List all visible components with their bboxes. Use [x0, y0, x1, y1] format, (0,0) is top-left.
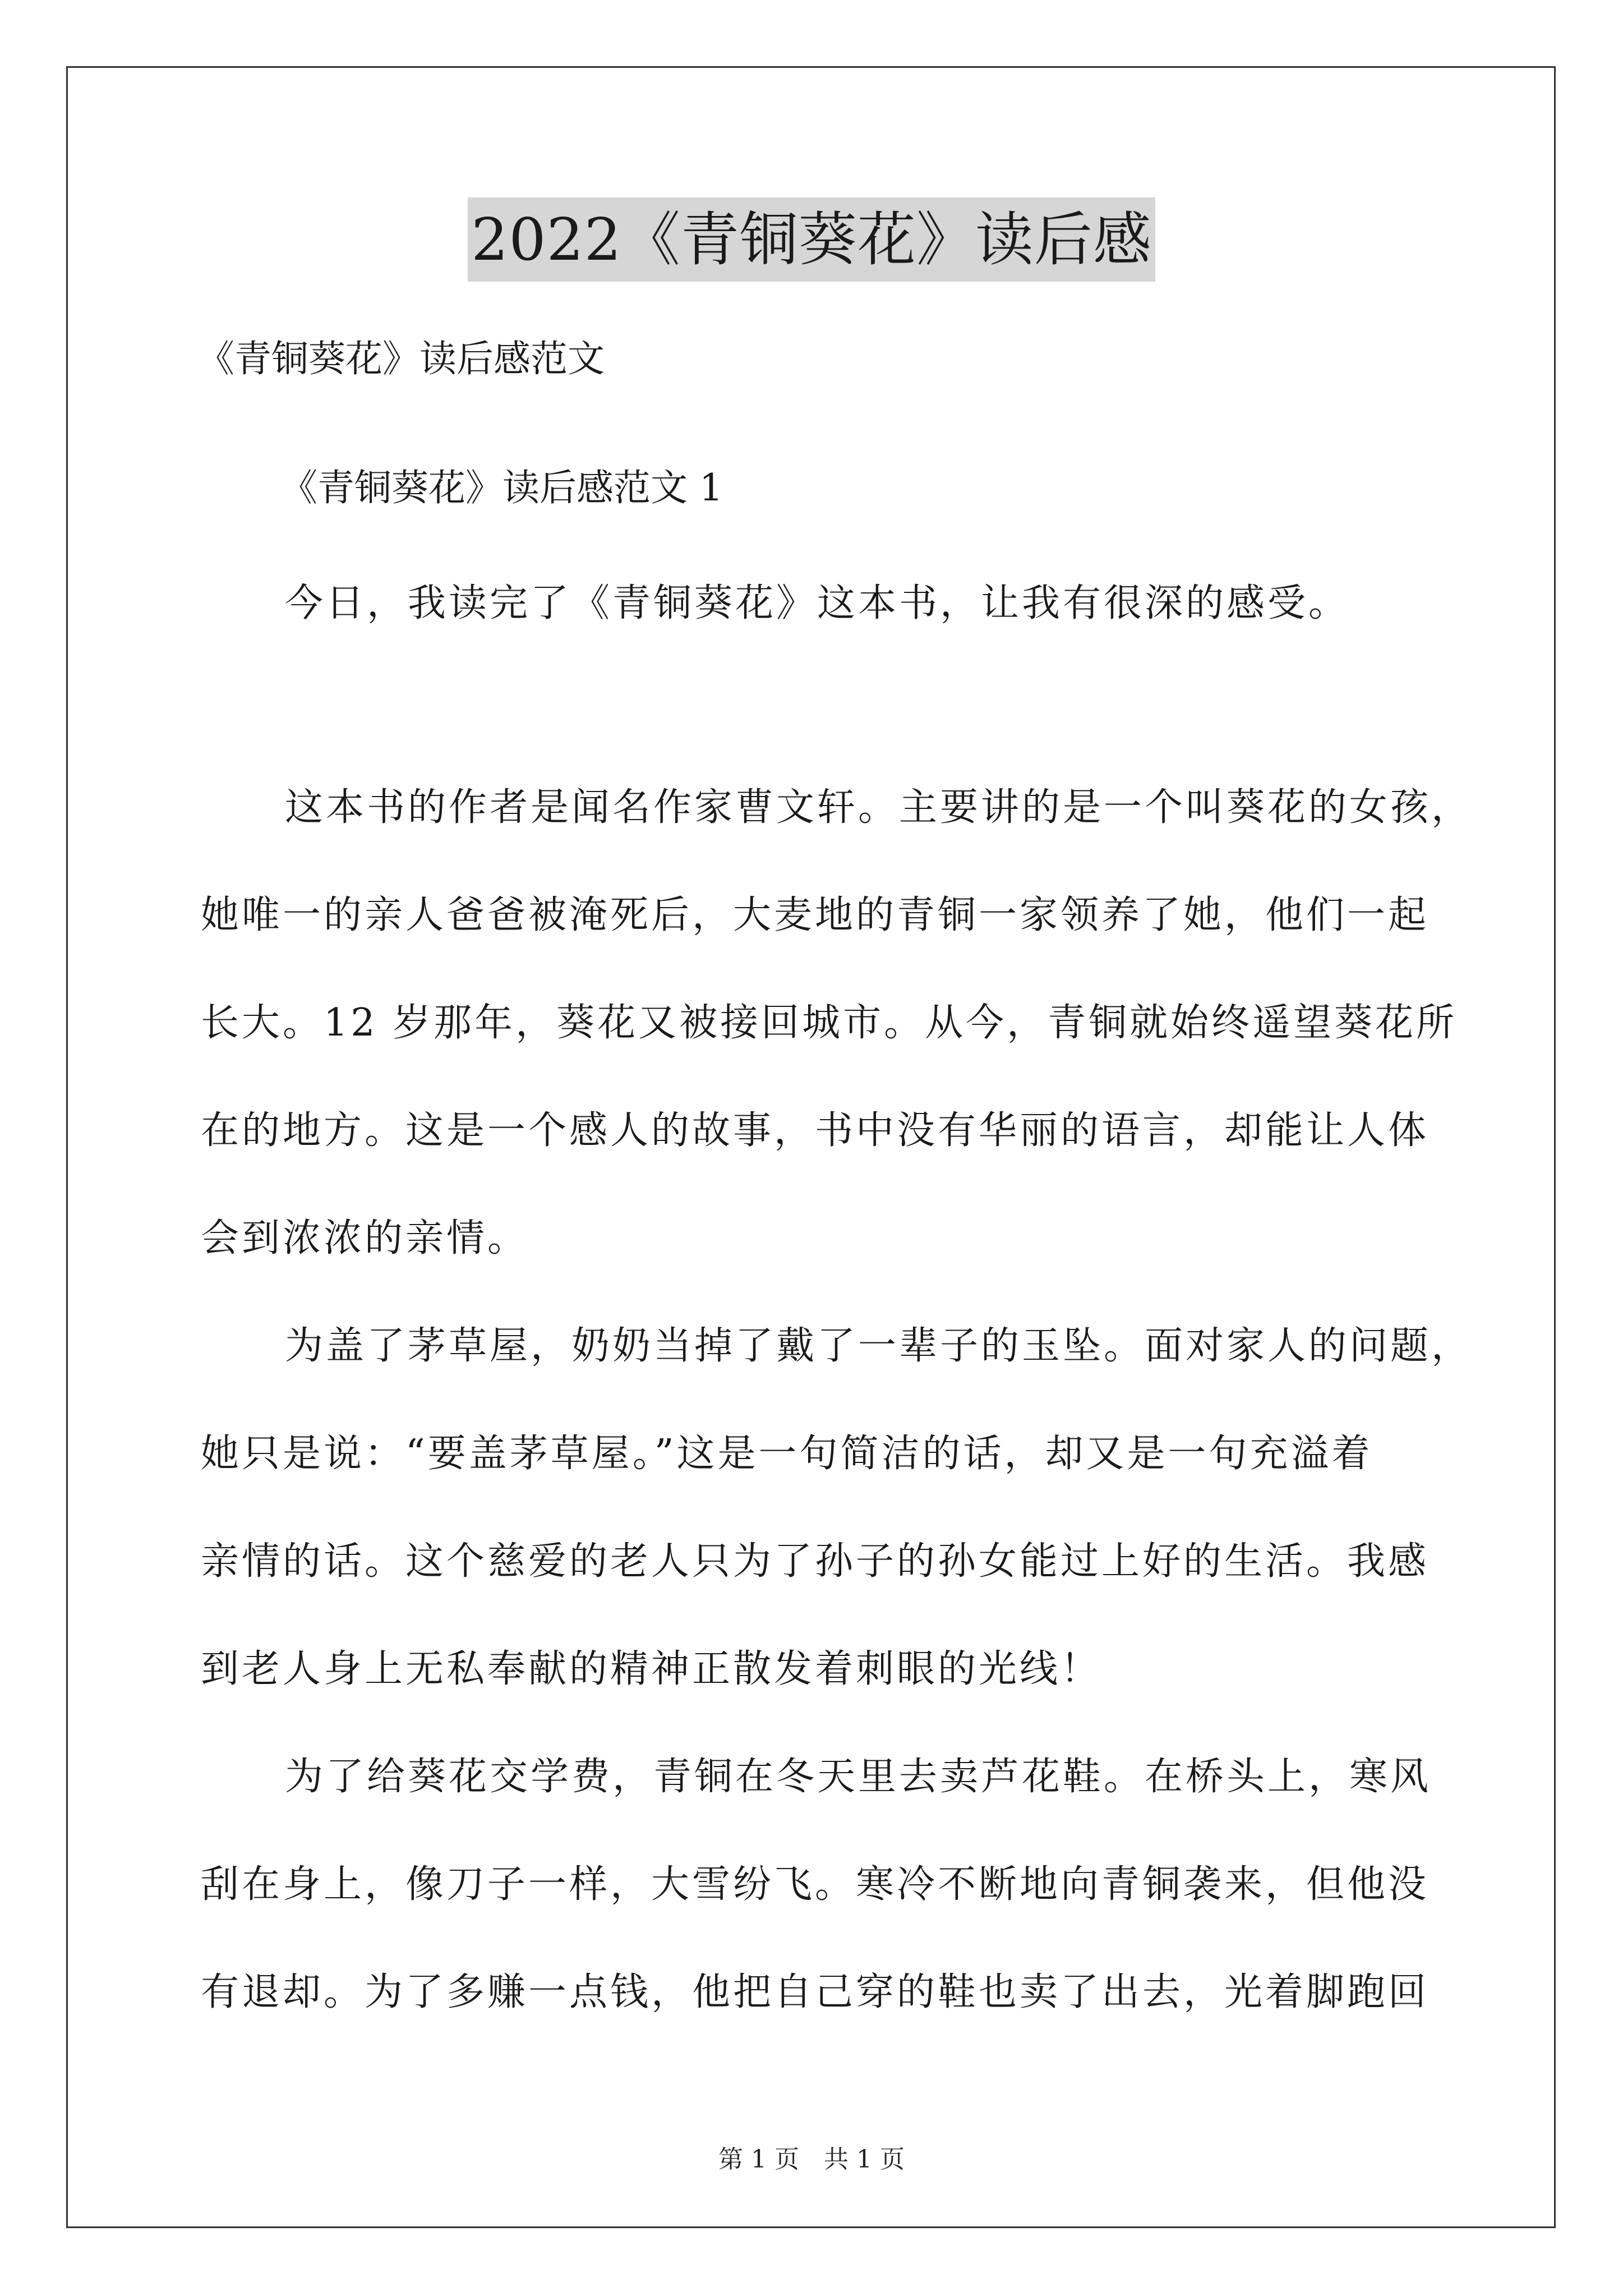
paragraph-line: 会到浓浓的亲情。: [201, 1216, 529, 1260]
paragraph-line: 刮在身上，像刀子一样，大雪纷飞。寒冷不断地向青铜袭来，但他没: [201, 1862, 1430, 1907]
paragraph-line: 到老人身上无私奉献的精神正散发着刺眼的光线！: [201, 1647, 1102, 1691]
section-heading: 《青铜葵花》读后感范文: [197, 337, 605, 380]
paragraph-line: 有退却。为了多赚一点钱，他把自己穿的鞋也卖了出去，光着脚跑回: [201, 1970, 1430, 2014]
paragraph-line: 她唯一的亲人爸爸被淹死后，大麦地的青铜一家领养了她，他们一起: [201, 893, 1430, 937]
paragraph-line: 她只是说：“要盖茅草屋。”这是一句简洁的话，却又是一句充溢着: [201, 1432, 1373, 1476]
paragraph-line: 长大。12 岁那年，葵花又被接回城市。从今，青铜就始终遥望葵花所: [201, 1001, 1458, 1045]
paragraph-line: 今日，我读完了《青铜葵花》这本书，让我有很深的感受。: [285, 581, 1350, 625]
paragraph-3: [201, 1292, 1473, 1723]
paragraph-1: [201, 550, 1435, 657]
paragraph-2: [201, 754, 1473, 1292]
paragraph-line: 为了给葵花交学费，青铜在冬天里去卖芦花鞋。在桥头上，寒风: [285, 1755, 1432, 1799]
paragraph-line: 为盖了茅草屋，奶奶当掉了戴了一辈子的玉坠。面对家人的问题，: [285, 1324, 1473, 1368]
paragraph-line: 在的地方。这是一个感人的故事，书中没有华丽的语言，却能让人体: [201, 1108, 1430, 1153]
paragraph-4: [201, 1723, 1435, 2046]
paragraph-line: 这本书的作者是闻名作家曹文轩。主要讲的是一个叫葵花的女孩，: [285, 785, 1473, 830]
page-footer: 第 1 页 共 1 页: [718, 2145, 905, 2174]
paragraph-line: 亲情的话。这个慈爱的老人只为了孙子的孙女能过上好的生活。我感: [201, 1539, 1430, 1584]
title-container: [0, 197, 1623, 282]
document-title: 2022《青铜葵花》读后感: [468, 197, 1155, 282]
essay-heading: 《青铜葵花》读后感范文 1: [280, 466, 723, 509]
